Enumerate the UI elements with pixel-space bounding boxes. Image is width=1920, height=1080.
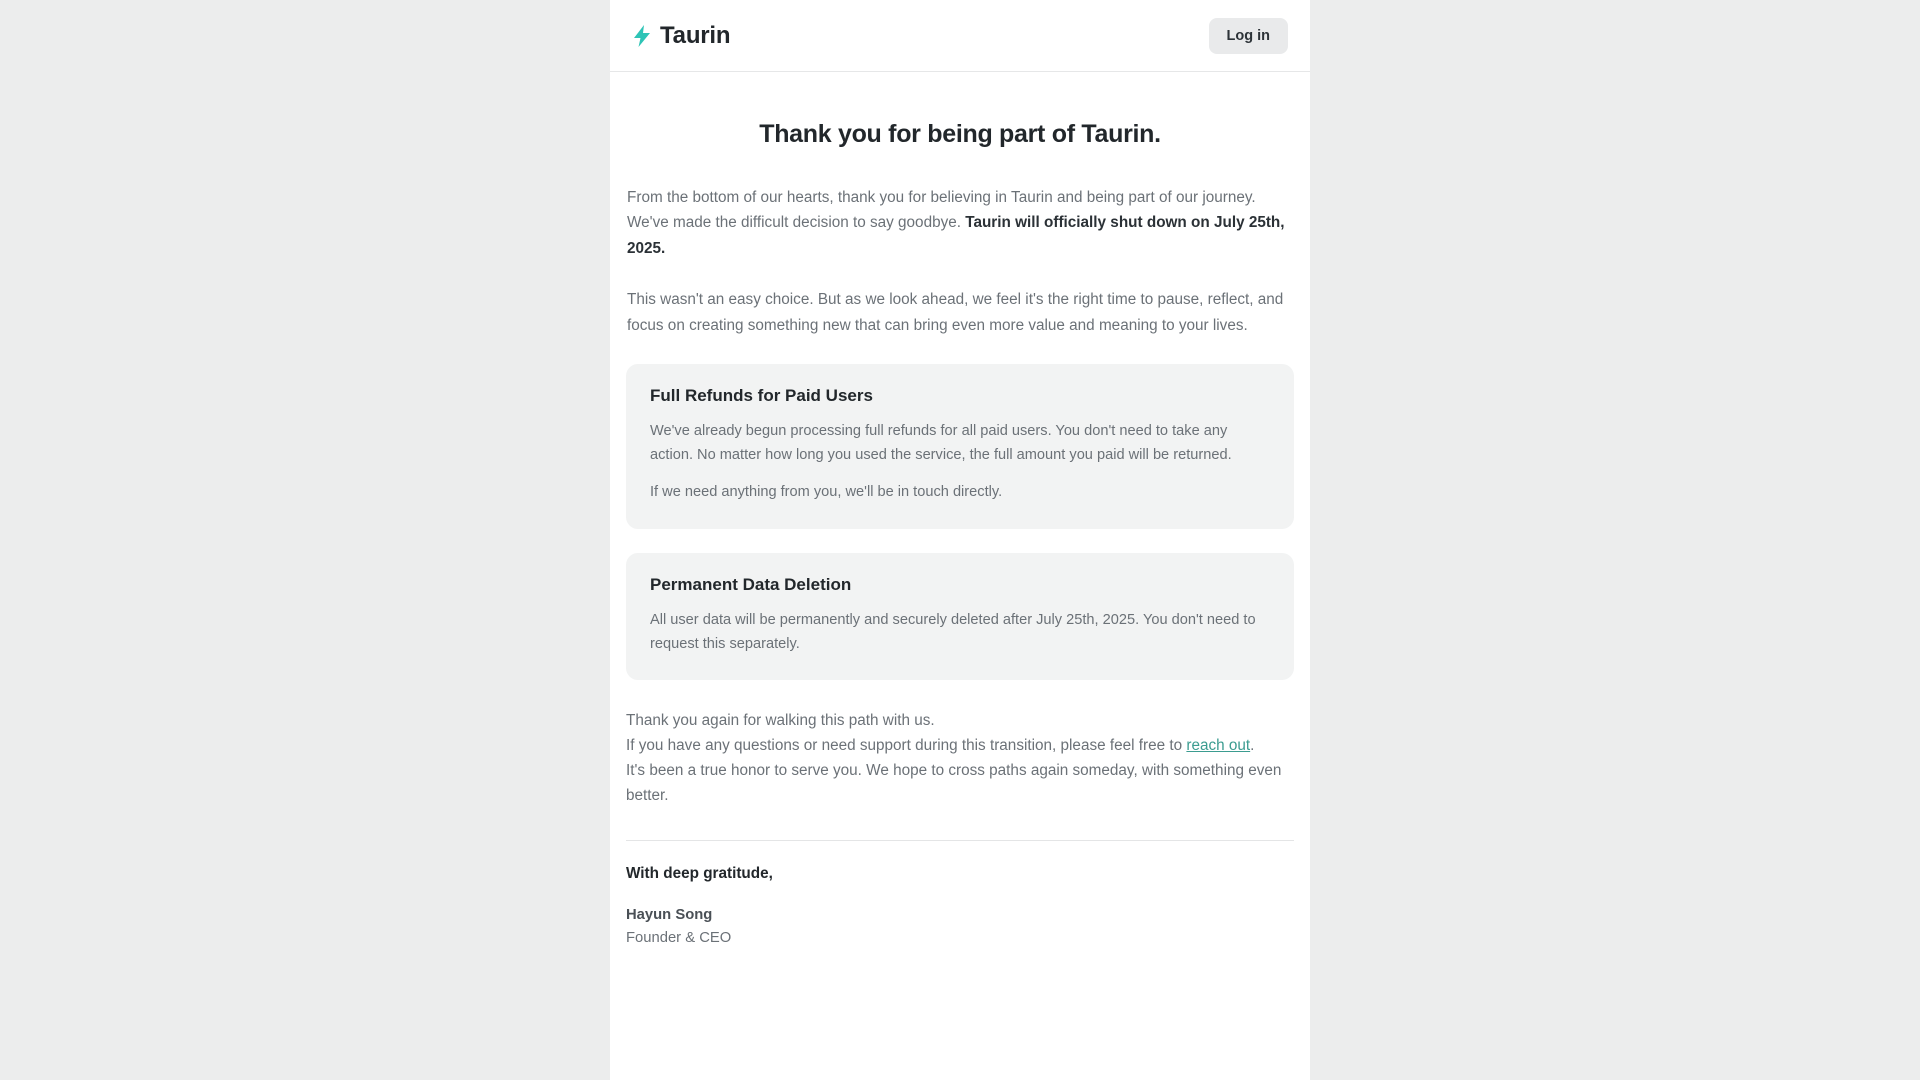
closing-paragraph bbox=[626, 708, 1294, 808]
bolt-icon bbox=[632, 24, 652, 48]
reach-out-link[interactable]: reach out bbox=[1186, 737, 1251, 755]
card-data-deletion-title: Permanent Data Deletion bbox=[650, 574, 852, 594]
site-header bbox=[610, 0, 1310, 72]
card-refunds-body-2: If we need anything from you, we'll be in touch directly. bbox=[650, 484, 1003, 501]
signoff-role: Founder & CEO bbox=[626, 930, 732, 947]
closing-line-2-post: . bbox=[1250, 737, 1255, 755]
signoff-lead: With deep gratitude, bbox=[626, 865, 773, 883]
card-data-deletion bbox=[626, 553, 1294, 680]
content-shell bbox=[610, 0, 1310, 1080]
card-refunds-body-1: We've already begun processing full refunds for all paid users. You don't need to take any action. No matter how long you used the service, the full amount you paid will be returned. bbox=[650, 422, 1232, 463]
closing-line-1: Thank you again for walking this path with us. bbox=[626, 712, 935, 730]
brand-name: Taurin bbox=[660, 21, 731, 49]
signoff-divider bbox=[626, 840, 1294, 841]
card-refunds-title: Full Refunds for Paid Users bbox=[650, 385, 873, 405]
closing-line-2-pre: If you have any questions or need support during this transition, please feel free to bbox=[626, 737, 1187, 755]
page-title: Thank you for being part of Taurin. bbox=[759, 120, 1161, 148]
brand-logo[interactable] bbox=[632, 22, 730, 50]
paragraph-reflection: This wasn't an easy choice. But as we look ahead, we feel it's the right time to pause, reflect, and focus on creating something new that can bring even more value and meaning to your lives. bbox=[627, 291, 1284, 334]
main-content bbox=[610, 72, 1310, 986]
shutdown-date-emphasis: Taurin will officially shut down on July 25th, 2025. bbox=[627, 214, 1285, 257]
card-data-deletion-body-1: All user data will be permanently and securely deleted after July 25th, 2025. You don't need to request this separately. bbox=[650, 611, 1256, 652]
intro-text: From the bottom of our hearts, thank you for believing in Taurin and being part of our journey. We've made the difficult decision to say goodbye. bbox=[627, 189, 1256, 232]
closing-line-3: It's been a true honor to serve you. We hope to cross paths again someday, with something even better. bbox=[626, 762, 1282, 805]
login-button[interactable]: Log in bbox=[1209, 18, 1289, 54]
card-refunds bbox=[626, 364, 1294, 529]
intro-paragraph bbox=[626, 185, 1294, 261]
signoff-name: Hayun Song bbox=[626, 907, 713, 924]
